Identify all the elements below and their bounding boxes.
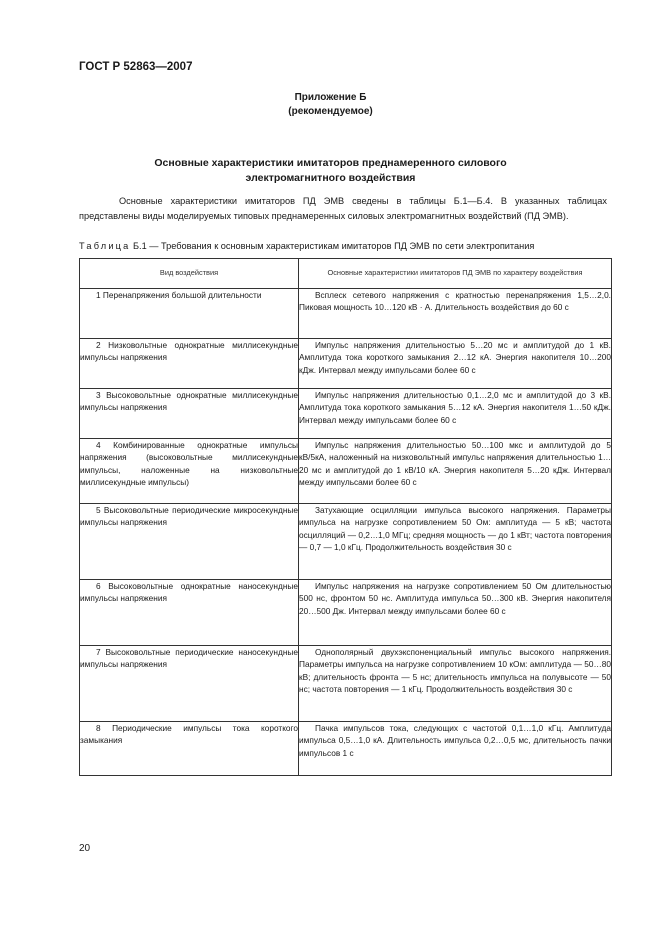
cell-impact-type: 5 Высоковольтные периодические микросекундные импульсы напряжения [80,504,299,580]
cell-impact-type: 3 Высоковольтные однократные миллисекундные импульсы напряжения [80,389,299,439]
table-caption [79,240,619,252]
appendix-title: Приложение Б [294,92,367,103]
requirements-table [79,258,612,776]
appendix-block [0,91,661,119]
cell-characteristics: Пачка импульсов тока, следующих с частотой 0,1…1,0 кГц. Амплитуда импульса 0,5…1,0 кА. Длительность импульса 0,2…0,5 мс, длительность пачки импульсов 1 с [299,722,612,776]
cell-characteristics: Импульс напряжения длительностью 5…20 мс и амплитудой до 1 кВ. Амплитуда тока короткого замыкания 2…12 кА. Энергия накопителя 10…200 кДж. Интервал между импульсами более 60 с [299,339,612,389]
table-label: Таблица [79,241,131,251]
table-row [80,389,612,439]
document-standard-number: ГОСТ Р 52863—2007 [79,61,193,73]
cell-characteristics: Всплеск сетевого напряжения с кратностью перенапряжения 1,5…2,0. Пиковая мощность 10…120 кВ · А. Длительность воздействия до 60 с [299,289,612,339]
cell-characteristics: Импульс напряжения на нагрузке сопротивлением 50 Ом длительностью 500 нс, фронтом 50 нс. Амплитуда импульса 50…300 кВ. Энергия накопителя 20…500 Дж. Интервал между импульсами более 60 с [299,580,612,646]
section-title-line-1: Основные характеристики имитаторов преднамеренного силового [154,157,507,169]
cell-characteristics: Импульс напряжения длительностью 0,1…2,0 мс и амплитудой до 3 кВ. Амплитуда тока короткого замыкания 5…12 кА. Энергия накопителя 1…50 кДж. Интервал между импульсами более 60 с [299,389,612,439]
cell-impact-type: 4 Комбинированные однократные импульсы напряжения (высоковольтные миллисекундные импульсы, наложенные на низковольтные миллисекундные импульсы) [80,439,299,504]
cell-impact-type: 6 Высоковольтные однократные наносекундные импульсы напряжения [80,580,299,646]
cell-impact-type: 1 Перенапряжения большой длительности [80,289,299,339]
cell-characteristics: Импульс напряжения длительностью 50…100 мкс и амплитудой до 5 кВ/5кА, наложенный на низковольтный импульс напряжения длительностью 1…20 мс и амплитудой до 1 кВ/10 кА. Энергия накопителя 5…20 кДж. Интервал между импульсами более 60 с [299,439,612,504]
table-row [80,504,612,580]
table-header-row [80,259,612,289]
table-row [80,339,612,389]
cell-impact-type: 8 Периодические импульсы тока короткого замыкания [80,722,299,776]
intro-paragraph: Основные характеристики имитаторов ПД ЭМВ сведены в таблицы Б.1—Б.4. В указанных таблицах представлены виды моделируемых типовых преднамеренных силовых электромагнитных воздействий (ПД ЭМВ). [79,196,607,221]
cell-impact-type: 7 Высоковольтные периодические наносекундные импульсы напряжения [80,646,299,722]
section-title [0,156,661,186]
table-row [80,580,612,646]
section-title-line-2: электромагнитного воздействия [245,172,416,184]
page-number: 20 [79,843,91,854]
header-characteristics: Основные характеристики имитаторов ПД ЭМВ по характеру воздействия [299,259,612,289]
table-caption-text: Б.1 — Требования к основным характеристикам имитаторов ПД ЭМВ по сети электропитания [133,241,535,251]
cell-impact-type: 2 Низковольтные однократные миллисекундные импульсы напряжения [80,339,299,389]
table-row [80,289,612,339]
header-impact-type: Вид воздействия [80,259,299,289]
cell-characteristics: Затухающие осцилляции импульса высокого напряжения. Параметры импульса на нагрузке сопротивлением 50 Ом: амплитуда — 5 кВ; частота осцилляций — 0,2…1,0 МГц; средняя мощность — до 1 кВт; частота повторения — 0,7 — 1,0 кГц. Продолжительность воздействия 30 с [299,504,612,580]
table-row [80,439,612,504]
table-row [80,646,612,722]
cell-characteristics: Однополярный двухэкспоненциальный импульс высокого напряжения. Параметры импульса на нагрузке сопротивлением 10 кОм: амплитуда — 50…80 кВ; длительность фронта — 5 нс; длительность импульса на полувысоте — 50 нс; частота повторения — 1 кГц. Продолжительность воздействия 30 с [299,646,612,722]
table-row [80,722,612,776]
appendix-status: (рекомендуемое) [288,106,373,117]
